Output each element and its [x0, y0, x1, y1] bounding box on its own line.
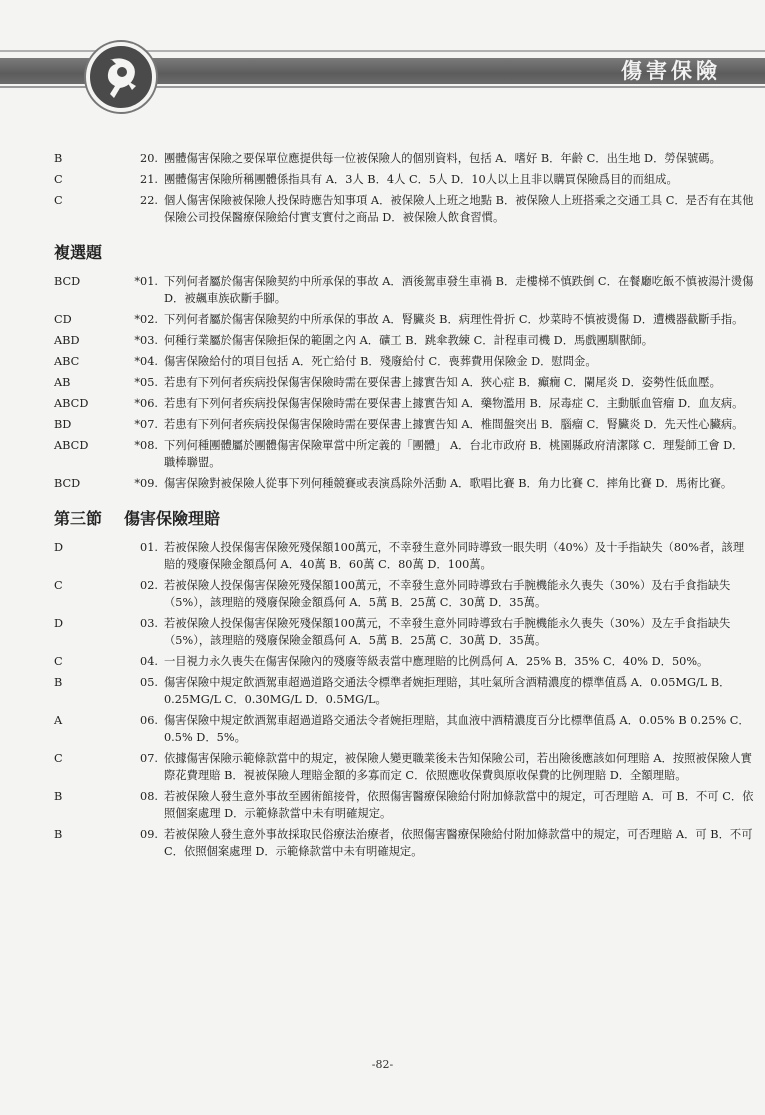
question-item — [0, 395, 765, 412]
chapter-title: 傷害保險理賠 — [124, 509, 221, 528]
question-number: 21. — [140, 173, 158, 186]
answer-key: BCD — [54, 275, 81, 288]
answer-key: CD — [54, 313, 72, 326]
question-item — [0, 273, 765, 307]
answer-key: ABD — [54, 334, 80, 347]
question-item — [0, 674, 765, 708]
question-item — [0, 353, 765, 370]
page-number: -82- — [371, 1058, 394, 1071]
question-number: *05. — [134, 376, 158, 389]
question-text: 若被保險人發生意外事故至國術館接骨，依照傷害醫療保險給付附加條款當中的規定，可否理賠 A．可 B．不可 C．依照個案處理 D．示範條款當中未有明確規定。 — [164, 790, 754, 820]
question-text: 若被保險人投保傷害保險死殘保額100萬元，不幸發生意外同時導致右手腕機能永久喪失（30%）及右手食指缺失（5%），該理賠的殘廢保險金額爲何 A．5萬 B．25萬 C．30萬 D．35萬。 — [164, 579, 731, 609]
question-text: 個人傷害保險被保險人投保時應告知事項 A．被保險人上班之地點 B．被保險人上班搭乘之交通工具 C．是否有在其他保險公司投保醫療保險給付實支實付之商品 D．被保險人飲食習慣。 — [164, 194, 754, 224]
question-item — [0, 615, 765, 649]
question-item — [0, 332, 765, 349]
question-item — [0, 374, 765, 391]
question-number: *08. — [134, 439, 158, 452]
question-number: 07. — [140, 752, 158, 765]
answer-key: C — [54, 752, 63, 765]
question-number: 08. — [140, 790, 158, 803]
question-text: 若被保險人投保傷害保險死殘保額100萬元，不幸發生意外同時導致一眼失明（40%）及十手指缺失（80%者，該理賠的殘廢保險金額爲何 A．40萬 B．60萬 C．80萬 D．100萬。 — [164, 541, 745, 571]
question-number: *03. — [134, 334, 158, 347]
header-title: 傷害保險 — [621, 59, 721, 83]
answer-key: C — [54, 579, 63, 592]
question-item — [0, 150, 765, 167]
question-item — [0, 192, 765, 226]
question-number: *02. — [134, 313, 158, 326]
question-text: 團體傷害保險之要保單位應提供每一位被保險人的個別資料，包括 A．嗜好 B．年齡 C．出生地 D．勞保號碼。 — [164, 152, 721, 165]
multi-choice-heading: 複選題 — [54, 243, 103, 262]
answer-key: D — [54, 617, 64, 630]
question-number: 01. — [140, 541, 158, 554]
answer-key: C — [54, 173, 63, 186]
question-number: 05. — [140, 676, 158, 689]
question-text: 傷害保險給付的項目包括 A．死亡給付 B．殘廢給付 C．喪葬費用保險金 D．慰問金。 — [164, 355, 597, 368]
question-item — [0, 750, 765, 784]
answer-key: ABCD — [54, 397, 89, 410]
question-item — [0, 475, 765, 492]
question-number: 22. — [140, 194, 158, 207]
multi-choice-list — [0, 273, 765, 492]
answer-key: B — [54, 676, 63, 689]
question-text: 下列何種團體屬於團體傷害保險單當中所定義的「團體」 A．台北市政府 B．桃園縣政府清潔隊 C．理髮師工會 D．職棒聯盟。 — [164, 439, 744, 469]
answer-key: ABC — [54, 355, 80, 368]
answer-key: C — [54, 194, 63, 207]
question-number: *01. — [134, 275, 158, 288]
answer-key: AB — [54, 376, 71, 389]
question-text: 傷害保險中規定飲酒駕車超過道路交通法令標準者婉拒理賠，其吐氣所含酒精濃度的標準值爲 A．0.05MG/L B．0.25MG/L C．0.30MG/L D．0.5MG/L。 — [164, 676, 731, 706]
answer-key: ABCD — [54, 439, 89, 452]
question-item — [0, 653, 765, 670]
claims-question-list — [0, 539, 765, 860]
answer-key: B — [54, 152, 63, 165]
question-item — [0, 577, 765, 611]
question-text: 何種行業屬於傷害保險拒保的範圍之內 A．礦工 B．跳傘教練 C．計程車司機 D．馬戲團馴獸師。 — [164, 334, 654, 347]
question-text: 下列何者屬於傷害保險契約中所承保的事故 A．腎臟炎 B．病理性骨折 C．炒菜時不慎被燙傷 D．遭機器截斷手指。 — [164, 313, 744, 326]
question-item — [0, 416, 765, 433]
answer-key: D — [54, 541, 64, 554]
question-text: 一目視力永久喪失在傷害保險內的殘廢等級表當中應理賠的比例爲何 A．25% B．35% C．40% D．50%。 — [164, 655, 709, 668]
question-number: *09. — [134, 477, 158, 490]
chapter-heading — [54, 506, 765, 529]
question-item — [0, 539, 765, 573]
answer-key: B — [54, 790, 63, 803]
answer-key: B — [54, 828, 63, 841]
question-item — [0, 311, 765, 328]
question-item — [0, 171, 765, 188]
question-item — [0, 437, 765, 471]
question-text: 依據傷害保險示範條款當中的規定，被保險人變更職業後未告知保險公司，若出險後應該如何理賠 A．按照被保險人實際花費理賠 B．視被保險人理賠金額的多寡而定 C．依照應收保費與原收保費的比例理賠 D．全額理賠。 — [164, 752, 752, 782]
question-number: *06. — [134, 397, 158, 410]
question-text: 若患有下列何者疾病投保傷害保險時需在要保書上據實告知 A．藥物濫用 B．尿毒症 C．主動脈血管瘤 D．血友病。 — [164, 397, 744, 410]
dragon-logo-icon — [86, 42, 156, 112]
question-number: 02. — [140, 579, 158, 592]
question-text: 傷害保險中規定飲酒駕車超過道路交通法令者婉拒理賠，其血液中酒精濃度百分比標準值爲 A．0.05% B 0.25% C．0.5% D．5%。 — [164, 714, 750, 744]
page-content — [0, 150, 765, 864]
question-number: 09. — [140, 828, 158, 841]
question-text: 下列何者屬於傷害保險契約中所承保的事故 A．酒後駕車發生車禍 B．走樓梯不慎跌倒 C．在餐廳吃飯不慎被湯汁燙傷 D．被飆車族砍斷手腳。 — [164, 275, 754, 305]
question-text: 團體傷害保險所稱團體係指具有 A．3人 B．4人 C．5人 D．10人以上且非以購買保險爲目的而組成。 — [164, 173, 678, 186]
question-item — [0, 788, 765, 822]
question-number: 20. — [140, 152, 158, 165]
question-number: 06. — [140, 714, 158, 727]
question-text: 若被保險人發生意外事故採取民俗療法治療者，依照傷害醫療保險給付附加條款當中的規定，可否理賠 A．可 B．不可 C．依照個案處理 D．示範條款當中未有明確規定。 — [164, 828, 753, 858]
single-choice-list — [0, 150, 765, 226]
question-number: *07. — [134, 418, 158, 431]
question-item — [0, 826, 765, 860]
question-number: 04. — [140, 655, 158, 668]
question-item — [0, 712, 765, 746]
page-header — [0, 0, 765, 110]
question-number: *04. — [134, 355, 158, 368]
answer-key: BCD — [54, 477, 81, 490]
question-text: 傷害保險對被保險人從事下列何種競賽或表演爲除外活動 A．歌唱比賽 B．角力比賽 C．摔角比賽 D．馬術比賽。 — [164, 477, 733, 490]
answer-key: BD — [54, 418, 72, 431]
question-text: 若患有下列何者疾病投保傷害保險時需在要保書上據實告知 A．椎間盤突出 B．腦瘤 C．腎臟炎 D．先天性心臟病。 — [164, 418, 744, 431]
question-text: 若被保險人投保傷害保險死殘保額100萬元，不幸發生意外同時導致右手腕機能永久喪失（30%）及左手食指缺失（5%），該理賠的殘廢保險金額爲何 A．5萬 B．25萬 C．30萬 D．35萬。 — [164, 617, 731, 647]
question-number: 03. — [140, 617, 158, 630]
question-text: 若患有下列何者疾病投保傷害保險時需在要保書上據實告知 A．狹心症 B．癲癇 C．闌尾炎 D．姿勢性低血壓。 — [164, 376, 721, 389]
chapter-number: 第三節 — [54, 509, 103, 528]
answer-key: A — [54, 714, 63, 727]
answer-key: C — [54, 655, 63, 668]
